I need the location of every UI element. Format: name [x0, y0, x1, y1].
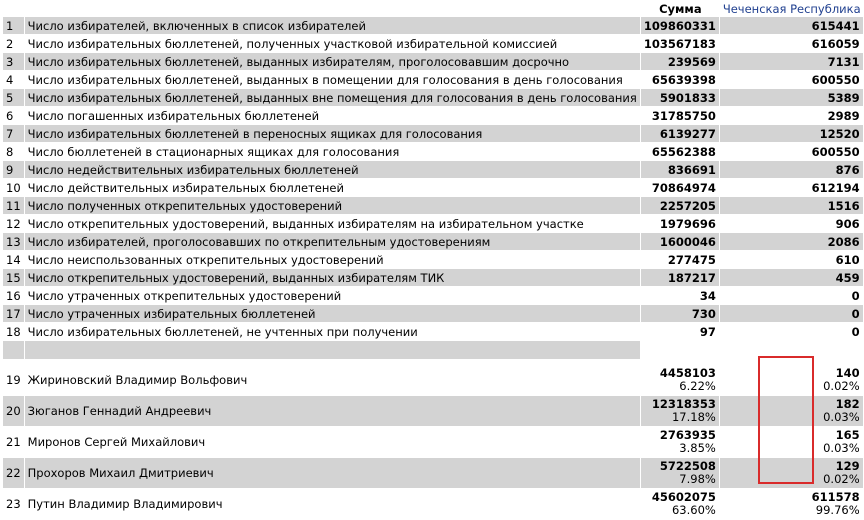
results-table: [3, 0, 864, 520]
table-row: [3, 305, 864, 323]
row-number: 13: [3, 233, 25, 251]
row-label: Число избирательных бюллетеней, не учтенных при получении: [25, 323, 641, 341]
region-percent: 0.02%: [823, 472, 860, 486]
sum-value: 6139277: [641, 125, 720, 143]
row-number: 5: [3, 89, 25, 107]
row-number: 17: [3, 305, 25, 323]
row-number: 8: [3, 143, 25, 161]
table-header-row: [3, 0, 864, 17]
sum-percent: 7.98%: [679, 472, 716, 486]
sum-value: 103567183: [641, 35, 720, 53]
region-value: 0: [720, 287, 864, 305]
candidate-name: Миронов Сергей Михайлович: [25, 427, 641, 458]
region-value: 616059: [720, 35, 864, 53]
row-number: 10: [3, 179, 25, 197]
candidate-row: [3, 365, 864, 396]
table-row: [3, 125, 864, 143]
sum-value: 45602075: [651, 490, 716, 504]
row-label: Число открепительных удостоверений, выданных избирателям на избирательном участке: [25, 215, 641, 233]
sum-value: 239569: [641, 53, 720, 71]
sum-value: 65639398: [641, 71, 720, 89]
sum-value: 730: [641, 305, 720, 323]
row-label: Число избирателей, включенных в список избирателей: [25, 17, 641, 35]
sum-value: 109860331: [641, 17, 720, 35]
num-header: [3, 0, 25, 17]
region-value: 610: [720, 251, 864, 269]
table-row: [3, 251, 864, 269]
candidate-row: [3, 396, 864, 427]
row-label: Число избирательных бюллетеней в переносных ящиках для голосования: [25, 125, 641, 143]
region-value: 1516: [720, 197, 864, 215]
table-row: [3, 215, 864, 233]
row-label: Число избирательных бюллетеней, выданных в помещении для голосования в день голосования: [25, 71, 641, 89]
table-row: [3, 53, 864, 71]
candidate-row: [3, 458, 864, 489]
candidate-name: Зюганов Геннадий Андреевич: [25, 396, 641, 427]
table-row: [3, 197, 864, 215]
sum-value: 4458103: [659, 366, 716, 380]
sum-percent: 17.18%: [671, 410, 716, 424]
row-label: Число утраченных избирательных бюллетеней: [25, 305, 641, 323]
sum-value: 1600046: [641, 233, 720, 251]
row-number: 12: [3, 215, 25, 233]
row-label: Число неиспользованных открепительных удостоверений: [25, 251, 641, 269]
region-value: 0: [720, 305, 864, 323]
row-number: 14: [3, 251, 25, 269]
region-value: 182: [835, 397, 860, 411]
sum-cell: [641, 396, 720, 427]
row-label: Число погашенных избирательных бюллетеней: [25, 107, 641, 125]
sum-value: 12318353: [651, 397, 716, 411]
region-value: 2989: [720, 107, 864, 125]
stats-body: [3, 17, 864, 341]
table-row: [3, 179, 864, 197]
sum-percent: 6.22%: [679, 379, 716, 393]
row-number: 18: [3, 323, 25, 341]
table-row: [3, 269, 864, 287]
candidate-name: Жириновский Владимир Вольфович: [25, 365, 641, 396]
region-header[interactable]: Чеченская Республика: [722, 1, 861, 16]
row-number: 3: [3, 53, 25, 71]
sum-cell: [641, 458, 720, 489]
row-label: Число полученных открепительных удостоверений: [25, 197, 641, 215]
row-number: 19: [3, 365, 25, 396]
row-number: 16: [3, 287, 25, 305]
table-row: [3, 17, 864, 35]
table-row: [3, 143, 864, 161]
candidate-name: Путин Владимир Владимирович: [25, 489, 641, 520]
region-value: 129: [835, 459, 860, 473]
table-row: [3, 71, 864, 89]
row-label: Число избирательных бюллетеней, выданных избирателям, проголосовавшим досрочно: [25, 53, 641, 71]
region-value: 600550: [720, 143, 864, 161]
table-row: [3, 35, 864, 53]
region-value: 611578: [811, 490, 860, 504]
sum-value: 187217: [641, 269, 720, 287]
sum-value: 97: [641, 323, 720, 341]
region-value: 0: [720, 323, 864, 341]
row-number: 9: [3, 161, 25, 179]
row-number: 15: [3, 269, 25, 287]
candidate-row: [3, 489, 864, 520]
sum-value: 31785750: [641, 107, 720, 125]
region-value: 459: [720, 269, 864, 287]
row-number: 6: [3, 107, 25, 125]
candidates-body: [3, 365, 864, 520]
sum-value: 5722508: [659, 459, 716, 473]
sum-percent: 63.60%: [671, 503, 716, 517]
row-number: 22: [3, 458, 25, 489]
row-label: Число избирателей, проголосовавших по открепительным удостоверениям: [25, 233, 641, 251]
table-row: [3, 287, 864, 305]
table-row: [3, 161, 864, 179]
sum-value: 65562388: [641, 143, 720, 161]
row-number: 23: [3, 489, 25, 520]
region-value: 612194: [720, 179, 864, 197]
sum-value: 2763935: [659, 428, 716, 442]
label-header: [25, 0, 641, 17]
region-cell: [720, 365, 864, 396]
separator: [3, 341, 864, 365]
row-number: 7: [3, 125, 25, 143]
region-percent: 99.76%: [815, 503, 860, 517]
candidate-row: [3, 427, 864, 458]
region-cell: [720, 458, 864, 489]
region-value: 906: [720, 215, 864, 233]
region-value: 5389: [720, 89, 864, 107]
row-number: 1: [3, 17, 25, 35]
row-label: Число утраченных открепительных удостоверений: [25, 287, 641, 305]
table-row: [3, 107, 864, 125]
region-value: 876: [720, 161, 864, 179]
region-percent: 0.02%: [823, 379, 860, 393]
sum-value: 34: [641, 287, 720, 305]
region-value: 2086: [720, 233, 864, 251]
sum-value: 277475: [641, 251, 720, 269]
row-number: 4: [3, 71, 25, 89]
row-label: Число бюллетеней в стационарных ящиках для голосования: [25, 143, 641, 161]
row-number: 20: [3, 396, 25, 427]
sum-percent: 3.85%: [679, 441, 716, 455]
separator-row: [3, 341, 864, 359]
region-percent: 0.03%: [823, 441, 860, 455]
row-label: Число избирательных бюллетеней, выданных вне помещения для голосования в день голосования: [25, 89, 641, 107]
sum-cell: [641, 427, 720, 458]
sum-cell: [641, 365, 720, 396]
region-cell: [720, 489, 864, 520]
region-value: 7131: [720, 53, 864, 71]
table-row: [3, 323, 864, 341]
sum-value: 5901833: [641, 89, 720, 107]
row-label: Число открепительных удостоверений, выданных избирателям ТИК: [25, 269, 641, 287]
region-percent: 0.03%: [823, 410, 860, 424]
candidate-name: Прохоров Михаил Дмитриевич: [25, 458, 641, 489]
sum-value: 2257205: [641, 197, 720, 215]
sum-value: 836691: [641, 161, 720, 179]
table-row: [3, 89, 864, 107]
region-cell: [720, 427, 864, 458]
row-label: Число избирательных бюллетеней, полученных участковой избирательной комиссией: [25, 35, 641, 53]
table-row: [3, 233, 864, 251]
row-label: Число действительных избирательных бюллетеней: [25, 179, 641, 197]
region-value: 12520: [720, 125, 864, 143]
sum-value: 1979696: [641, 215, 720, 233]
region-value: 600550: [720, 71, 864, 89]
row-number: 11: [3, 197, 25, 215]
row-label: Число недействительных избирательных бюллетеней: [25, 161, 641, 179]
region-value: 140: [835, 366, 860, 380]
sum-value: 70864974: [641, 179, 720, 197]
row-number: 2: [3, 35, 25, 53]
region-value: 165: [835, 428, 860, 442]
sum-header: Сумма: [659, 1, 702, 16]
region-cell: [720, 396, 864, 427]
region-value: 615441: [720, 17, 864, 35]
row-number: 21: [3, 427, 25, 458]
sum-cell: [641, 489, 720, 520]
